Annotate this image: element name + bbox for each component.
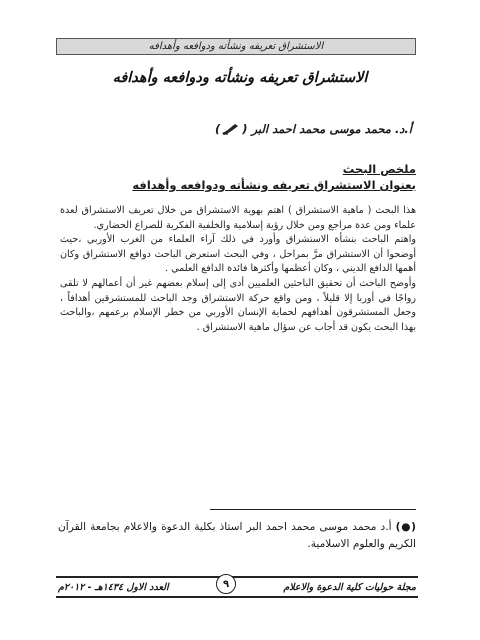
issue-info: العدد الاول ١٤٣٤هـ - ٢٠١٢م: [58, 581, 169, 593]
journal-footer: [56, 576, 418, 598]
author-footnote: [58, 519, 416, 552]
paren-open: (: [242, 122, 248, 136]
abstract-subtitle: بعنوان الاستشراق تعريفه ونشأته ودوافعه وأهدافه: [132, 178, 416, 192]
running-header: الاستشراق تعريفه ونشأته ودوافعه وأهدافه: [56, 38, 416, 55]
author-line: [72, 122, 412, 136]
abstract-heading: ملخص البحث: [342, 162, 416, 176]
abstract-paragraph: واهتم الباحث بنشأة الاستشراق وأورد في ذلك آراء العلماء من الغرب الأوربي ،حيث أوضحوا أن الاستشراق مرَّ بمراحل ، وفي البحث استعرض الباحث دوافع الاستشراق وكان أهمها الدافع الديني ، وكان أعظمها وأكثرها فائدة الدافع العلمي .: [60, 234, 416, 275]
footnote-divider: [210, 509, 416, 510]
pen-icon: [220, 122, 242, 136]
page-number: ٩: [216, 574, 236, 594]
footnote-marker: (●): [395, 521, 416, 533]
paren-close: ): [215, 122, 221, 136]
author-name: أ.د. محمد موسى محمد احمد البر: [251, 122, 412, 136]
abstract-body: [60, 204, 416, 335]
abstract-paragraph: وأوضح الباحث أن تحقيق الباحثين العلميين أدى إلى إسلام بعضهم غير أن أعمالهم لا تلقى رواجًا في أوربا إلا قليلاً ، ومن واقع حركة الاستشراق وجد الباحث للمستشرقين أهدافاً ، وجعل المستشرقون أهدافهم لحماية الإنسان الأوربي من خطر الإسلام برعمهم ،والباحث بهذا البحث يكون قد أجاب عن سؤال ماهية الاستشراق .: [60, 277, 416, 333]
journal-name: مجلة حوليات كلية الدعوة والاعلام: [283, 581, 416, 593]
abstract-paragraph: هذا البحث ( ماهية الاستشراق ) اهتم بهوية الاستشراق من خلال تعريف الاستشراق لعدة علماء ومن عدة مراجع ومن خلال رؤية إسلامية والخلفية الفكرية للصراع الحضاري.: [60, 205, 416, 231]
author-footnote-mark: [215, 122, 248, 136]
footnote-text: أ.د محمد موسى محمد احمد البر استاذ بكلية الدعوة والاعلام بجامعة القرآن الكريم والعلوم الاسلامية.: [58, 521, 416, 550]
article-title: الاستشراق تعريفه ونشأته ودوافعه وأهدافه: [112, 70, 368, 86]
